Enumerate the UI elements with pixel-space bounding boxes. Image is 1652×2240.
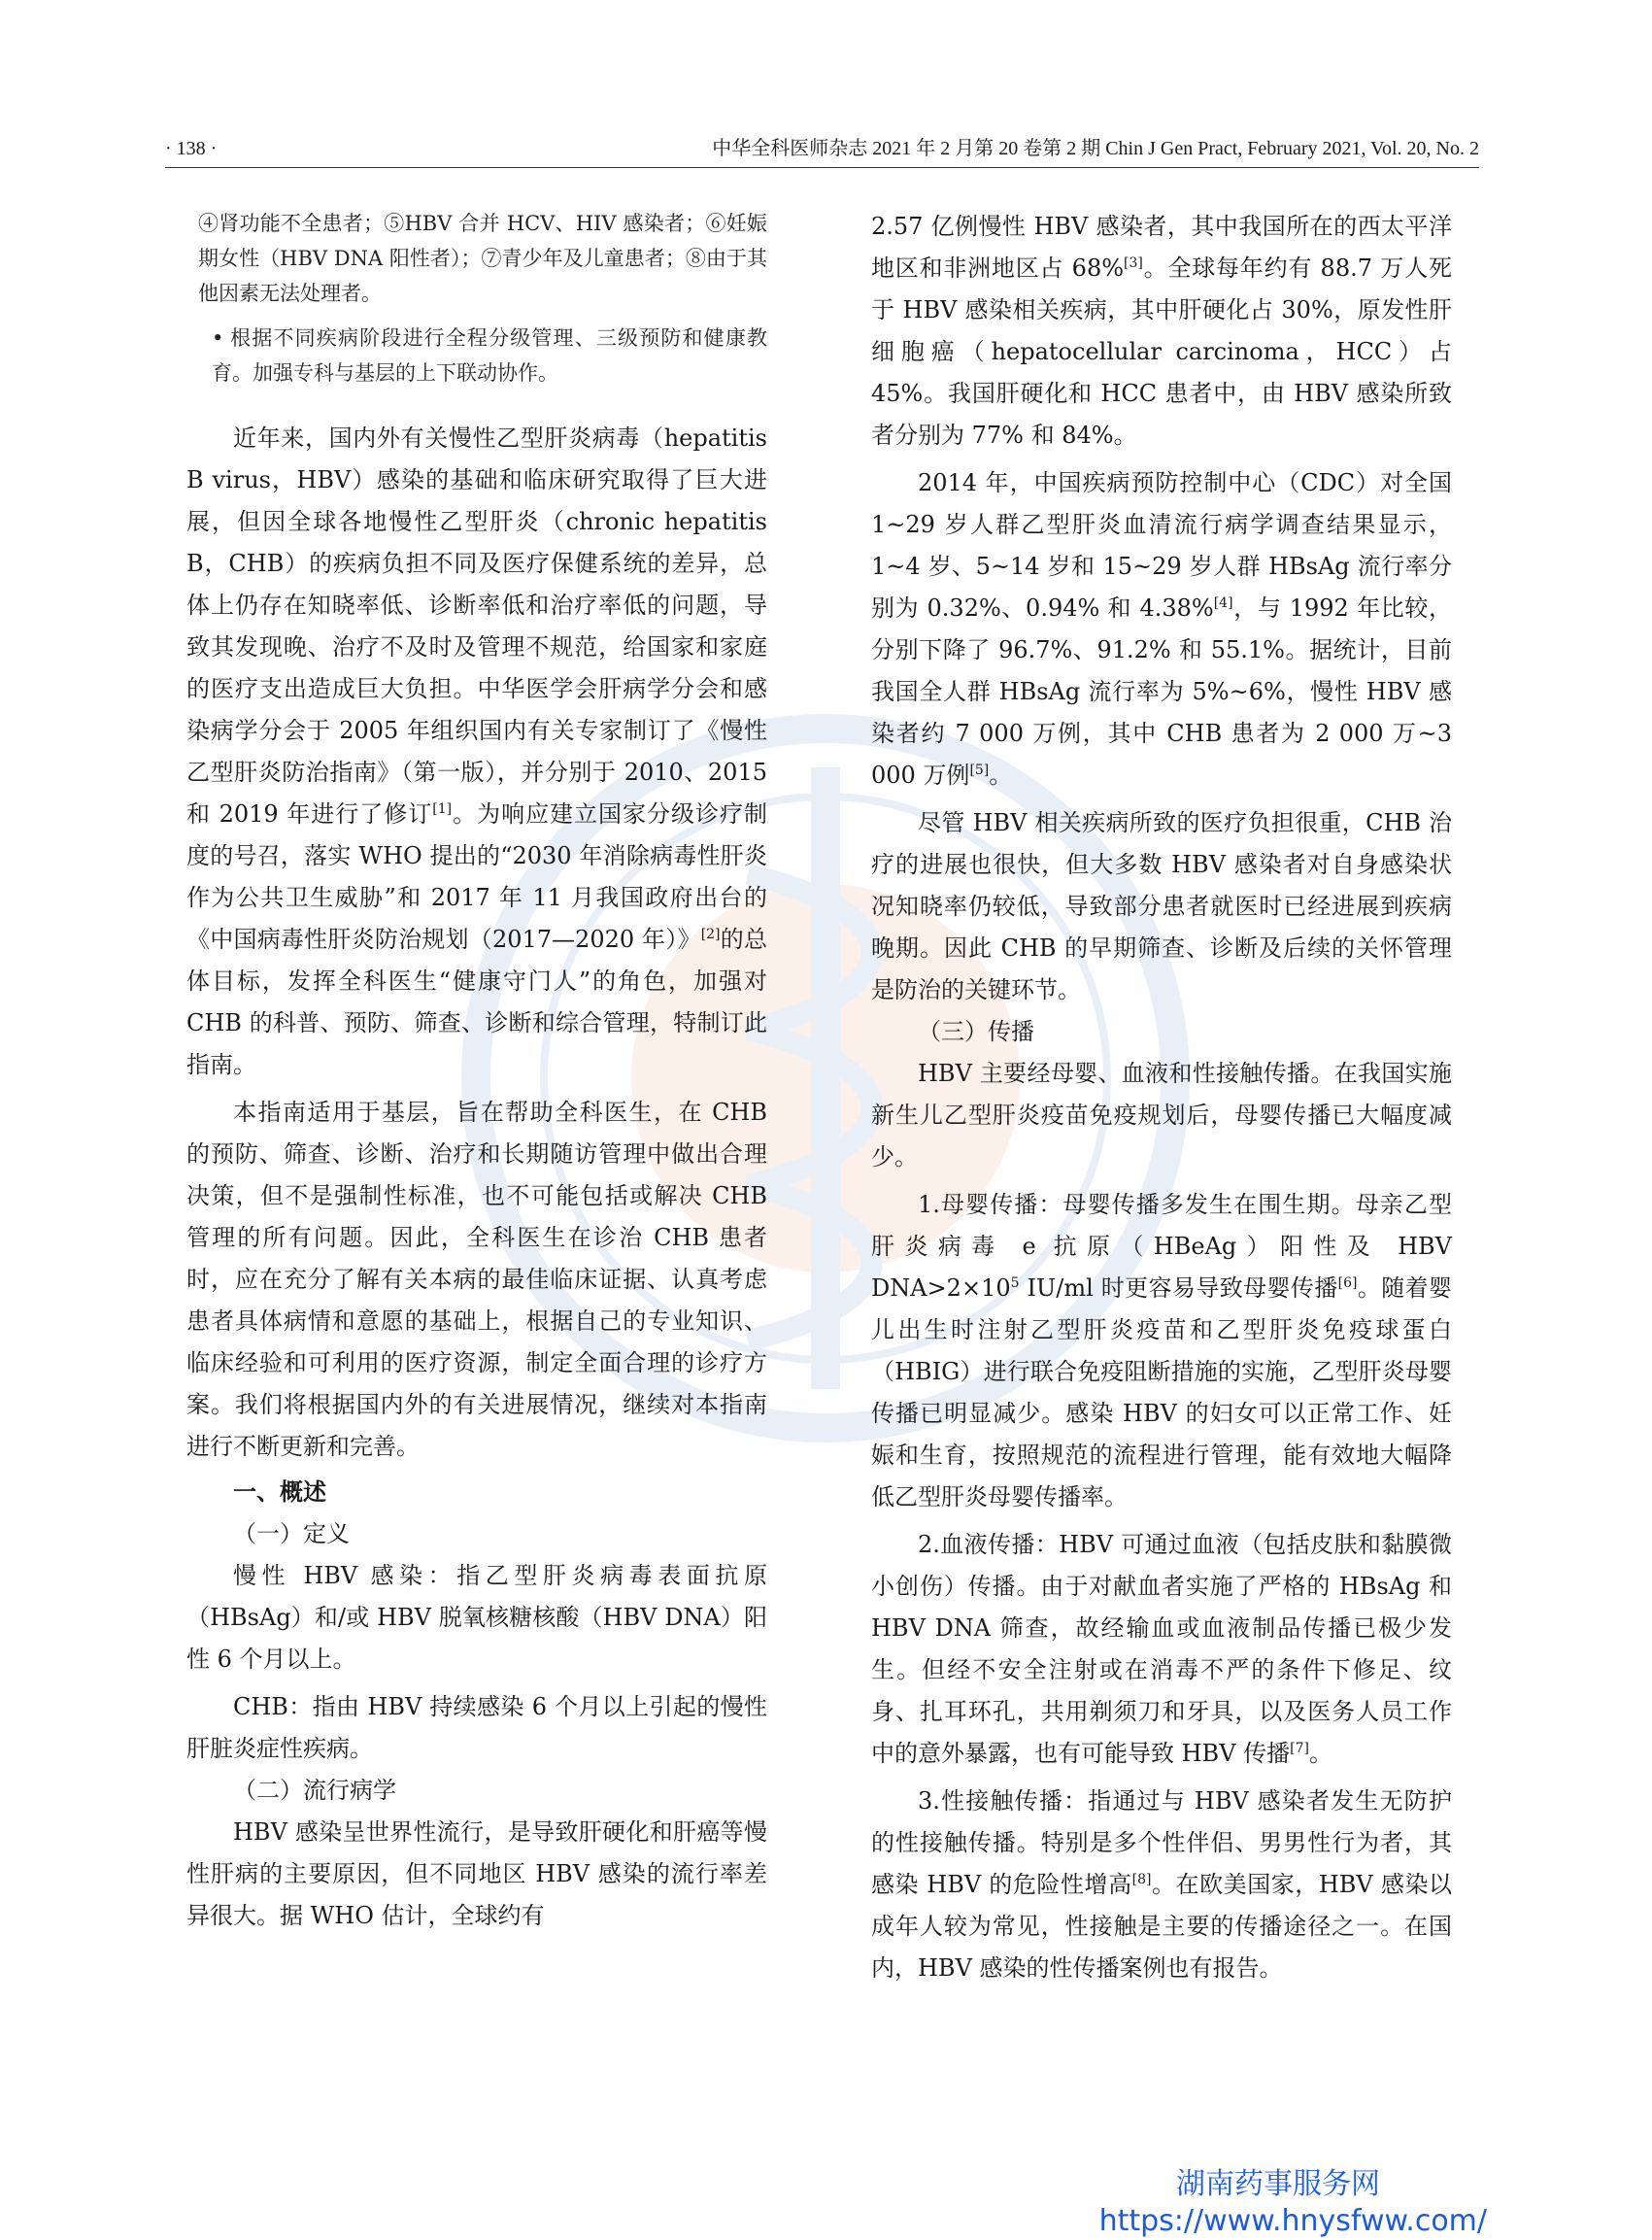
subsection-heading-epidemiology: （二）流行病学 [233,1777,396,1804]
right-column [871,206,1452,1989]
mother-to-child-paragraph: 1.母婴传播：母婴传播多发生在围生期。母亲乙型肝炎病毒 e 抗原（HBeAg）阳性及 HBV $DNA>2\times 10^5$ IU/ml 时更容易导致母婴传播[6]。随着婴儿出生时注射乙型肝炎疫苗和乙型肝炎免疫球蛋白（HBIG）进行联合免疫阻断措施的实施，乙型肝炎母婴传播已明显减少。感染 HBV 的妇女可以正常工作、妊娠和生育，按照规范的流程进行管理，能有效地大幅降低乙型肝炎母婴传播率。 [871,1191,1453,1510]
section-heading-overview: 一、概述 [233,1478,326,1506]
reference-mark: [2] [700,927,721,942]
left-column [186,206,767,1937]
footer-watermark [1099,2166,1487,2240]
reference-mark: [3] [1124,255,1143,271]
sexual-transmission-paragraph: 3.性接触传播：指通过与 HBV 感染者发生无防护的性接触传播。特别是多个性伴侣、男男性行为者，其感染 HBV 的危险性增高[8]。在欧美国家，HBV 感染以成年人较为常见，性接触是主要的传播途径之一。在国内，HBV 感染的性传播案例也有报告。 [871,1787,1453,1982]
reference-mark: [6] [1337,1275,1358,1291]
cdc-survey-paragraph: 2014 年，中国疾病预防控制中心（CDC）对全国 1~29 岁人群乙型肝炎血清流行病学调查结果显示，1~4 岁、5~14 岁和 15~29 岁人群 HBsAg 流行率分别为 0.32%、0.94% 和 4.38%[4]，与 1992 年比较，分别下降了 96.7%、91.2% 和 55.1%。据统计，目前我国全人群 HBsAg 流行率为 5%~6%，慢性 HBV 感染者约 7 000 万例，其中 CHB 患者为 2 000 万~3 000 万例[5]。 [871,469,1452,789]
intro-paragraph: 近年来，国内外有关慢性乙型肝炎病毒（hepatitis B virus，HBV）感染的基础和临床研究取得了巨大进展，但因全球各地慢性乙型肝炎（chronic hepatitis B，CHB）的疾病负担不同及医疗保健系统的差异，总体上仍存在知晓率低、诊断率低和治疗率低的问题，导致其发现晚、治疗不及时及管理不规范，给国家和家庭的医疗支出造成巨大负担。中华医学会肝病学分会和感染病学分会于 2005 年组织国内有关专家制订了《慢性乙型肝炎防治指南》（第一版），并分别于 2010、2015 和 2019 年进行了修订[1]。为响应建立国家分级诊疗制度的号召，落实 WHO 提出的“2030 年消除病毒性肝炎作为公共卫生威胁”和 2017 年 11 月我国政府出台的《中国病毒性肝炎防治规划（2017—2020 年）》[2]的总体目标，发挥全科医生“健康守门人”的角色，加强对 CHB 的科普、预防、筛查、诊断和综合管理，特制订此指南。 [186,424,767,1078]
reference-mark: [5] [969,763,990,778]
definition-chb: CHB：指由 HBV 持续感染 6 个月以上引起的慢性肝脏炎症性疾病。 [186,1693,767,1762]
key-point-bullet: • 根据不同疾病阶段进行全程分级管理、三级预防和健康教育。加强专科与基层的上下联动协作。 [186,321,767,390]
definition-chronic-hbv: 慢性 HBV 感染：指乙型肝炎病毒表面抗原（HBsAg）和/或 HBV 脱氧核糖核酸（HBV DNA）阳性 6 个月以上。 [186,1562,767,1673]
blood-transmission-paragraph: 2.血液传播：HBV 可通过血液（包括皮肤和黏膜微小创伤）传播。由于对献血者实施了严格的 HBsAg 和 HBV DNA 筛查，故经输血或血液制品传播已极少发生。但经不安全注射或在消毒不严的条件下修足、纹身、扎耳环孔，共用剃须刀和牙具，以及医务人员工作中的意外暴露，也有可能导致 HBV 传播[7]。 [871,1531,1452,1767]
footer-site-name: 湖南药事服务网 [1176,2167,1380,2201]
burden-paragraph: 尽管 HBV 相关疾病所致的医疗负担很重，CHB 治疗的进展也很快，但大多数 HBV 感染者对自身感染状况知晓率仍较低，导致部分患者就医时已经进展到疾病晚期。因此 CHB 的早期筛查、诊断及后续的关怀管理是防治的关键环节。 [871,809,1452,1003]
page-header [165,134,1479,168]
page-number: · 138 · [165,138,218,159]
key-points-box [186,206,767,390]
transmission-overview: HBV 主要经母婴、血液和性接触传播。在我国实施新生儿乙型肝炎疫苗免疫规划后，母婴传播已大幅度减少。 [871,1060,1452,1171]
reference-mark: [4] [1213,595,1233,611]
subsection-heading-definition: （一）定义 [233,1520,350,1547]
key-point-item: ④肾功能不全患者；⑤HBV 合并 HCV、HIV 感染者；⑥妊娠期女性（HBV DNA 阳性者）；⑦青少年及儿童患者；⑧由于其他因素无法处理者。 [198,212,767,305]
scope-paragraph: 本指南适用于基层，旨在帮助全科医生，在 CHB 的预防、筛查、诊断、治疗和长期随访管理中做出合理决策，但不是强制性标准，也不可能包括或解决 CHB 管理的所有问题。因此，全科医生在诊治 CHB 患者时，应在充分了解有关本病的最佳临床证据、认真考虑患者具体病情和意愿的基础上，根据自己的专业知识、临床经验和可利用的医疗资源，制定全面合理的诊疗方案。我们将根据国内外的有关进展情况，继续对本指南进行不断更新和完善。 [186,1099,767,1460]
reference-mark: [7] [1290,1741,1309,1756]
exponent: 5 [1010,1275,1020,1291]
journal-citation: 中华全科医师杂志 2021 年 2 月第 20 卷第 2 期 Chin J Gen Pract, February 2021, Vol. 20, No. 2 [712,138,1479,159]
reference-mark: [8] [1131,1872,1152,1887]
epidemiology-continued: 2.57 亿例慢性 HBV 感染者，其中我国所在的西太平洋地区和非洲地区占 68%[3]。全球每年约有 88.7 万人死于 HBV 感染相关疾病，其中肝硬化占 30%，原发性肝细胞癌（hepatocellular carcinoma，HCC）占 45%。我国肝硬化和 HCC 患者中，由 HBV 感染所致者分别为 77% 和 84%。 [871,213,1452,449]
footer-url-link[interactable]: https://www.hnysfww.com/ [1098,2204,1487,2238]
epidemiology-paragraph: HBV 感染呈世界性流行，是导致肝硬化和肝癌等慢性肝病的主要原因，但不同地区 HBV 感染的流行率差异很大。据 WHO 估计，全球约有 [186,1818,767,1929]
reference-mark: [1] [432,801,453,817]
subsection-heading-transmission: （三）传播 [918,1018,1034,1045]
